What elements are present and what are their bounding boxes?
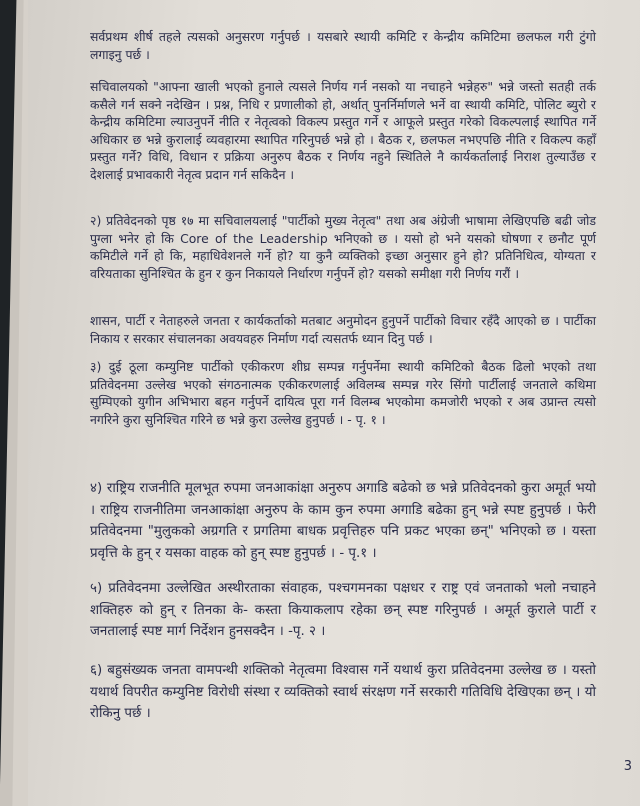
paragraph (90, 78, 596, 184)
page-number: 3 (623, 759, 632, 775)
paragraph (90, 212, 596, 282)
paragraph-text: सचिवालयको "आफ्ना खाली भएको हुनाले त्यसले निर्णय गर्न नसको या नचाहने भन्नेहरु" भन्ने जस्तो सतही तर्क कसैले गर्न सक्ने नदेखिन । प्रश्न, निधि र प्रणालीको हो, अर्थात् पुनर्निर्माणले भर्ने वा स्थायी कमिटि, पोलिट ब्युरो र केन्द्रीय कमिटिमा ल्याउनुपर्ने नीति र नेतृत्वको विकल्प प्रस्तुत गर्ने र आफूले प्रस्तुत गरेको विकल्पलाई स्थापित गर्ने अधिकार छ भन्ने कुरालाई व्यवहारमा स्थापित गरिनुपर्छ भन्ने हो । बैठक र, छलफल नभएपछि नीति र विकल्प कहाँ प्रस्तुत गर्ने? विधि, विधान र प्रक्रिया अनुरुप बैठक र निर्णय नहुने स्थितिले नै कार्यकर्तालाई निराश तुल्याउँछ र देशलाई प्रभावकारी नेतृत्व प्रदान गर्न सकिदैन । (90, 79, 596, 182)
paragraph-text: ६) बहुसंख्यक जनता वामपन्थी शक्तिको नेतृत्वमा विश्वास गर्ने यथार्थ कुरा प्रतिवेदनमा उल्लेख छ । यस्तो यथार्थ विपरीत कम्युनिष्ट विरोधी संस्था र व्यक्तिको स्वार्थ संरक्षण गर्ने सरकारी गतिविधि देखिएका छन् । यो रोकिनु पर्छ । (90, 663, 596, 722)
paragraph (90, 660, 596, 725)
paragraph-text: ४) राष्ट्रिय राजनीति मूलभूत रुपमा जनआकांक्षा अनुरुप अगाडि बढेको छ भन्ने प्रतिवेदनको कुरा अमूर्त भयो । राष्ट्रिय राजनीतिमा जनआकांक्षा अनुरुप के काम कुन रुपमा अगाडि बढेका हुन् भन्ने स्पष्ट हुनुपर्छ । फेरी प्रतिवेदनमा "मुलुकको अग्रगति र प्रगतिमा बाधक प्रवृत्तिहरु पनि प्रकट भएका छन्" भनिएको छ । यस्ता प्रवृत्ति के हुन् र यसका वाहक को हुन् स्पष्ट हुनुपर्छ । - पृ.१ । (90, 481, 596, 561)
paragraph-text: २) प्रतिवेदनको पृष्ठ १७ मा सचिवालयलाई "पार्टीको मुख्य नेतृत्व" तथा अब अंग्रेजी भाषामा लेखिएपछि बढी जोड पुग्ला भनेर हो कि Core of the Leadership भनिएको छ । यसो हो भने यसको घोषणा र छनौट पूर्ण कमिटीले गर्ने हो कि, महाधिवेशनले गर्ने हो? या कुनै व्यक्तिको इच्छा अनुसार हुने हो? प्रतिनिधित्व, योग्यता र वरियताका सुनिश्चित के हुन र कुन निकायले निर्धारण गर्नुपर्ने हो? यसको समीक्षा गरी निर्णय गरौं । (90, 213, 596, 281)
paragraph-text: ३) दुई ठूला कम्युनिष्ट पार्टीको एकीकरण शीघ्र सम्पन्न गर्नुपर्नेमा स्थायी कमिटिको बैठक ढिलो भएको तथा प्रतिवेदनमा उल्लेख भएको संगठनात्मक एकीकरणलाई अविलम्ब सम्पन्न गरेर सिंगो पार्टीलाई जनताले कथिमा सुम्पिएको युगीन अभिभारा बहन गर्नुपर्ने दायित्व पूरा गर्न विलम्ब भएकोमा कमजोरी भएको र अब उप्रान्त त्यसो नगरिने कुरा सुनिश्चित गरिने छ भन्ने कुरा उल्लेख हुनुपर्छ । - पृ. १ । (90, 359, 596, 427)
paragraph (90, 478, 596, 564)
paragraph (90, 578, 596, 643)
paragraph-text: ५) प्रतिवेदनमा उल्लेखित अस्थीरताका संवाहक, पश्चगमनका पक्षधर र राष्ट्र एवं जनताको भलो नचाहने शक्तिहरु को हुन् र तिनका के- कस्ता कियाकलाप रहेका छन् स्पष्ट गरिनुपर्छ । अमूर्त कुराले पार्टी र जनतालाई स्पष्ट मार्ग निर्देशन हुनसक्दैन । -पृ. २ । (90, 581, 596, 640)
paragraph-text: शासन, पार्टी र नेताहरुले जनता र कार्यकर्ताको मतबाट अनुमोदन हुनुपर्ने पार्टीको विचार रहँदै आएको छ । पार्टीका निकाय र सरकार संचालनका अवयवहरु निर्माण गर्दा त्यसतर्फ ध्यान दिनु पर्छ । (90, 313, 596, 346)
document-page (28, 0, 640, 806)
paragraph-text: सर्वप्रथम शीर्ष तहले त्यसको अनुसरण गर्नुपर्छ । यसबारे स्थायी कमिटि र केन्द्रीय कमिटिमा छलफल गरी टुंगो लगाइनु पर्छ । (90, 29, 596, 62)
paragraph (90, 28, 596, 63)
paragraph (90, 312, 596, 347)
paragraph (90, 358, 596, 428)
